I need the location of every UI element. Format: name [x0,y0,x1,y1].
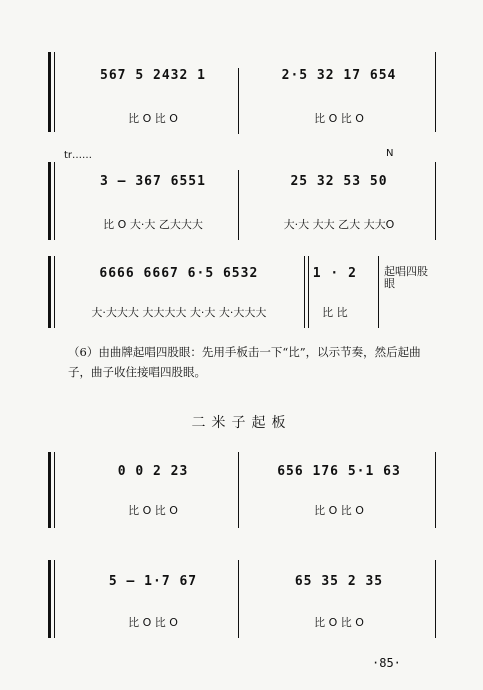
notation-measure: 3 — 367 6551 [100,174,206,189]
percussion-measure: 大·大 大大 乙大 大大O [283,218,395,231]
performance-note: （6）由曲牌起唱四股眼：先用手板击一下“比”，以示节奏，然后起曲子，曲子收住接唱四股眼。 [68,345,421,379]
notation-measure: 5 — 1·7 67 [108,574,198,589]
section-title: 二米子起板 [191,415,292,431]
notation-measure: 65 35 2 35 [294,574,384,589]
percussion-measure: 比 O 比 O [314,616,364,629]
percussion-measure: 比 比 [322,306,348,319]
notation-measure: 567 5 2432 1 [100,68,206,83]
notation-measure: 656 176 5·1 63 [277,464,401,479]
percussion-measure: 比 O 比 O [314,504,364,517]
score-system-1 [48,40,438,140]
page-number: ·85· [372,656,401,670]
percussion-measure: 比 O 比 O [128,616,178,629]
percussion-measure: 比 O 比 O [128,112,178,125]
notation-measure: 2·5 32 17 654 [281,68,397,83]
percussion-measure: 比 O 大·大 乙大大大 [103,218,203,231]
notation-measure: 25 32 53 50 [290,174,388,189]
notation-measure: 0 0 2 23 [117,464,189,479]
score-system-5 [48,546,438,642]
score-system-4 [48,446,438,534]
segno-mark: N [386,148,394,159]
notation-measure: 6666 6667 6·5 6532 [99,266,259,281]
trill-mark: tr…… [64,150,93,161]
percussion-measure: 比 O 比 O [128,504,178,517]
side-label: 起唱四股眼 [384,265,428,290]
score-system-2 [48,148,438,248]
score-system-3 [48,252,438,332]
percussion-measure: 比 O 比 O [314,112,364,125]
percussion-measure: 大·大大大 大大大大 大·大 大·大大大 [91,306,267,319]
notation-measure: 1 · 2 [312,266,357,281]
